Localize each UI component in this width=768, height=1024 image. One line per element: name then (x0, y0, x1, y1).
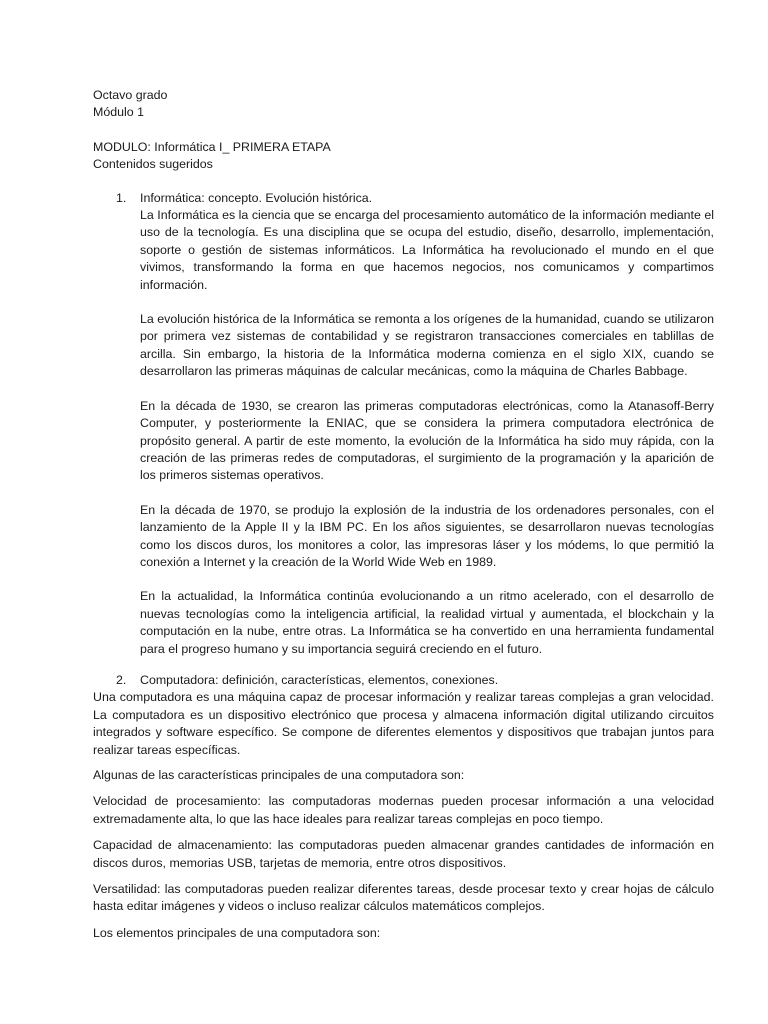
elements-intro: Los elementos principales de una computadora son: (93, 925, 381, 940)
module-title: MODULO: Informática I_ PRIMERA ETAPA (93, 139, 331, 154)
document-body (93, 87, 714, 942)
section-1-paragraph: La evolución histórica de la Informática se remonta a los orígenes de la humanidad, cuando se utilizaron por primera vez sistemas de contabilidad y se registraron transacciones comerciales en tablillas de arcilla. Sin embargo, la historia de la Informática moderna comienza en el siglo XIX, cuando se desarrollaron las primeras máquinas de calcular mecánicas, como la máquina de Charles Babbage. (140, 312, 714, 379)
section-1-number: 1. (116, 190, 127, 205)
module-label: Módulo 1 (93, 105, 144, 120)
section-2-term: Computadora: (140, 672, 219, 687)
spacer (93, 122, 714, 139)
section-1-term: Informática: (140, 190, 205, 205)
contents-subtitle: Contenidos sugeridos (93, 157, 213, 172)
section-2-heading (93, 672, 714, 689)
grade-label: Octavo grado (93, 88, 168, 102)
section-1-heading-rest: concepto. Evolución histórica. (204, 190, 373, 205)
characteristics-intro: Algunas de las características principales de una computadora son: (93, 768, 465, 782)
characteristic-paragraph: Velocidad de procesamiento: las computadoras modernas pueden procesar información a una velocidad extremadamente alta, lo que las hace ideales para realizar tareas complejas en poco tiempo. (93, 794, 714, 826)
section-1-paragraph: La Informática es la ciencia que se encarga del procesamiento automático de la información mediante el uso de la tecnología. Es una disciplina que se ocupa del estudio, diseño, desarrollo, implementación, soporte o gestión de sistemas informáticos. La Informática ha revolucionado el mundo en el que vivimos, transformando la forma en que hacemos negocios, nos comunicamos y compartimos información. (140, 208, 714, 292)
section-1-heading (93, 190, 714, 207)
section-2-heading-rest: definición, características, elementos, conexiones. (218, 672, 499, 687)
section-1-paragraph: En la década de 1970, se produjo la explosión de la industria de los ordenadores personales, con el lanzamiento de la Apple II y la IBM PC. En los años siguientes, se desarrollaron nuevas tecnologías como los discos duros, los monitores a color, las impresoras láser y los módems, lo que permitió la conexión a Internet y la creación de la World Wide Web en 1989. (140, 502, 714, 569)
section-2-number: 2. (116, 672, 127, 687)
characteristic-paragraph: Capacidad de almacenamiento: las computadoras pueden almacenar grandes cantidades de información en discos duros, memorias USB, tarjetas de memoria, entre otros dispositivos. (93, 838, 714, 870)
characteristic-paragraph: Versatilidad: las computadoras pueden realizar diferentes tareas, desde procesar texto y crear hojas de cálculo hasta editar imágenes y videos o incluso realizar cálculos matemáticos complejos. (93, 882, 714, 914)
section-1-paragraph: En la década de 1930, se crearon las primeras computadoras electrónicas, como la Atanasoff-Berry Computer, y posteriormente la ENIAC, que se considera la primera computadora electrónica de propósito general. A partir de este momento, la evolución de la Informática ha sido muy rápida, con la creación de las primeras redes de computadoras, el surgimiento de la programación y la aparición de los primeros sistemas operativos. (140, 398, 714, 483)
section-1-body (93, 207, 714, 658)
section-1-paragraph: En la actualidad, la Informática continúa evolucionando a un ritmo acelerado, con el desarrollo de nuevas tecnologías como la inteligencia artificial, la realidad virtual y aumentada, el blockchain y la computación en la nube, entre otras. La Informática se ha convertido en una herramienta fundamental para el progreso humano y su importancia seguirá creciendo en el futuro. (140, 589, 714, 656)
computer-intro-paragraph: Una computadora es una máquina capaz de procesar información y realizar tareas complejas a gran velocidad. La computadora es un dispositivo electrónico que procesa y almacena información digital utilizando circuitos integrados y software específico. Se compone de diferentes elementos y dispositivos que trabajan juntos para realizar tareas específicas. (93, 690, 714, 757)
